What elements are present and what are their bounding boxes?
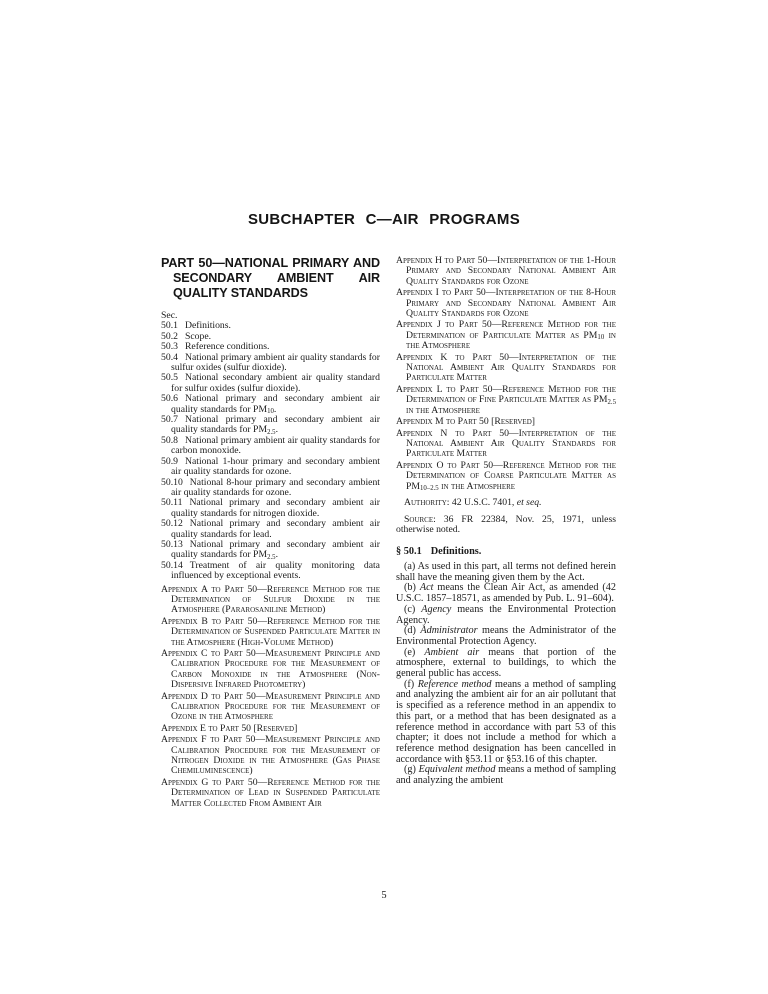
appendix-item: Appendix I to Part 50—Interpretation of the 8-Hour Primary and Secondary National Ambient Air Quality Standards for Ozone [396, 287, 616, 320]
section-number: 50.13 [161, 538, 183, 550]
part-heading: PART 50—NATIONAL PRIMARY AND SECONDARY AMBIENT AIR QUALITY STANDARDS [161, 256, 380, 300]
appendix-item: Appendix G to Part 50—Reference Method for the Determination of Lead in Suspended Particulate Matter Collected From Ambient Air [161, 776, 380, 809]
section-title: National primary and secondary ambient air quality standards for nitrogen dioxide. [171, 497, 380, 519]
subchapter-header: SUBCHAPTER C—AIR PROGRAMS [247, 211, 520, 228]
section-title: National 8-hour primary and secondary ambient air quality standards for ozone. [171, 476, 380, 498]
section-title: Reference conditions. [184, 341, 270, 353]
appendix-item: Appendix K to Part 50—Interpretation of the National Ambient Air Quality Standards for Particulate Matter [396, 351, 616, 384]
section-title: National primary ambient air quality standards for sulfur oxides (sulfur dioxide). [171, 351, 380, 374]
toc-item [161, 394, 380, 415]
toc-item [161, 498, 380, 519]
section-50-1-heading [396, 546, 616, 557]
appendix-item: Appendix E to Part 50 [Reserved] [161, 722, 298, 734]
appendix-list-right [396, 256, 616, 492]
body-paragraph: (a) As used in this part, all terms not defined herein shall have the meaning given them by the Act. [396, 561, 616, 583]
section-number: 50.9 [161, 455, 178, 467]
section-title: National primary and secondary ambient air quality standards for lead. [171, 518, 380, 540]
body-paragraph: (d) Administrator means the Administrator of the Environmental Protection Agency. [396, 625, 616, 647]
section-number: 50.2 [161, 330, 178, 342]
appendix-item: Appendix A to Part 50—Reference Method for the Determination of Sulfur Dioxide in the Atmosphere (Pararosaniline Method) [161, 583, 380, 616]
body-paragraph: (g) Equivalent method means a method of sampling and analyzing the ambient [396, 764, 616, 787]
appendix-item: Appendix O to Part 50—Reference Method for the Determination of Coarse Particulate Matter as $PM_{10-2.5}$ in the Atmosphere [396, 459, 616, 493]
section-title: National primary and secondary ambient air quality standards for $PM_{10}$. [171, 393, 380, 416]
body-paragraph: (b) Act means the Clean Air Act, as amended (42 U.S.C. 1857–18571, as amended by Pub. L. 91–604). [396, 582, 616, 605]
toc-item [161, 478, 380, 499]
source-note [396, 515, 616, 536]
appendix-item: Appendix B to Part 50—Reference Method for the Determination of Suspended Particulate Matter in the Atmosphere (High-Volume Method) [161, 615, 380, 648]
section-number: 50.10 [161, 476, 183, 488]
authority-note [396, 498, 616, 509]
section-number: 50.7 [161, 414, 178, 426]
toc-item [161, 353, 380, 374]
section-number: 50.3 [161, 341, 178, 353]
appendix-item: Appendix C to Part 50—Measurement Principle and Calibration Procedure for the Measurement of Carbon Monoxide in the Atmosphere (Non-Dispersive Infrared Photometry) [161, 648, 380, 691]
section-title: Scope. [184, 330, 212, 342]
section-heading-title: Definitions. [430, 546, 482, 558]
appendix-item: Appendix L to Part 50—Reference Method for the Determination of Fine Particulate Matter as $PM_{2.5}$ in the Atmosphere [396, 383, 616, 416]
toc-item [161, 415, 380, 436]
section-number: 50.14 [161, 559, 183, 571]
toc-item [161, 436, 380, 457]
source-text: 36 FR 22384, Nov. 25, 1971, unless otherwise noted. [396, 513, 617, 536]
section-title: National primary and secondary ambient air quality standards for $PM_{2.5}$. [171, 538, 380, 561]
appendix-item: Appendix H to Part 50—Interpretation of the 1-Hour Primary and Secondary National Ambient Air Quality Standards for Ozone [396, 255, 616, 287]
body-paragraph: (c) Agency means the Environmental Protection Agency. [396, 603, 617, 626]
page-number: 5 [381, 890, 387, 901]
section-title: Treatment of air quality monitoring data influenced by exceptional events. [171, 559, 380, 582]
authority-text: 42 U.S.C. 7401, et seq. [451, 496, 542, 508]
appendix-item: Appendix D to Part 50—Measurement Principle and Calibration Procedure for the Measurement of Ozone in the Atmosphere [161, 690, 380, 723]
appendix-item: Appendix F to Part 50—Measurement Principle and Calibration Procedure for the Measurement of Nitrogen Dioxide in the Atmosphere (Gas Phase Chemiluminescence) [161, 734, 380, 777]
section-title: National secondary ambient air quality standard for sulfur oxides (sulfur dioxide). [171, 372, 380, 394]
section-title: National primary ambient air quality standards for carbon monoxide. [171, 434, 380, 457]
section-number: 50.8 [161, 434, 178, 446]
section-title: Definitions. [184, 320, 231, 332]
section-title: National 1-hour primary and secondary ambient air quality standards for ozone. [171, 455, 380, 478]
section-heading-number: § 50.1 [396, 546, 422, 558]
appendix-list-left [161, 585, 380, 810]
left-column [161, 256, 380, 809]
section-number: 50.1 [161, 320, 178, 332]
appendix-item: Appendix N to Part 50—Interpretation of the National Ambient Air Quality Standards for Particulate Matter [396, 427, 616, 460]
toc-sec-label: Sec. [161, 310, 178, 321]
body-paragraph: (f) Reference method means a method of sampling and analyzing the ambient air for an air pollutant that is specified as a reference method in an appendix to this part, or a method that has been designated as a reference method in accordance with part 53 of this chapter; it does not include a method for which a reference method designation has been cancelled in accordance with §53.11 or §53.16 of this chapter. [396, 678, 616, 765]
toc-item [161, 519, 380, 540]
appendix-item: Appendix M to Part 50 [Reserved] [396, 416, 535, 428]
toc-item [161, 540, 380, 561]
toc-item [161, 457, 380, 478]
section-title: National primary and secondary ambient air quality standards for $PM_{2.5}$. [171, 414, 380, 436]
appendix-item: Appendix J to Part 50—Reference Method for the Determination of Particulate Matter as $PM_{10}$ in the Atmosphere [396, 319, 616, 352]
toc-item [161, 561, 380, 582]
authority-label: Authority: [404, 496, 450, 508]
section-number: 50.6 [161, 393, 178, 405]
section-number: 50.4 [161, 351, 178, 363]
two-column-body [161, 256, 616, 809]
toc-item [161, 373, 380, 394]
section-number: 50.12 [161, 518, 183, 530]
section-number: 50.5 [161, 372, 178, 384]
section-number: 50.11 [161, 497, 183, 509]
source-label: Source: [404, 513, 436, 525]
body-paragraph: (e) Ambient air means that portion of the atmosphere, external to buildings, to which the general public has access. [396, 646, 617, 680]
right-column [396, 256, 616, 787]
